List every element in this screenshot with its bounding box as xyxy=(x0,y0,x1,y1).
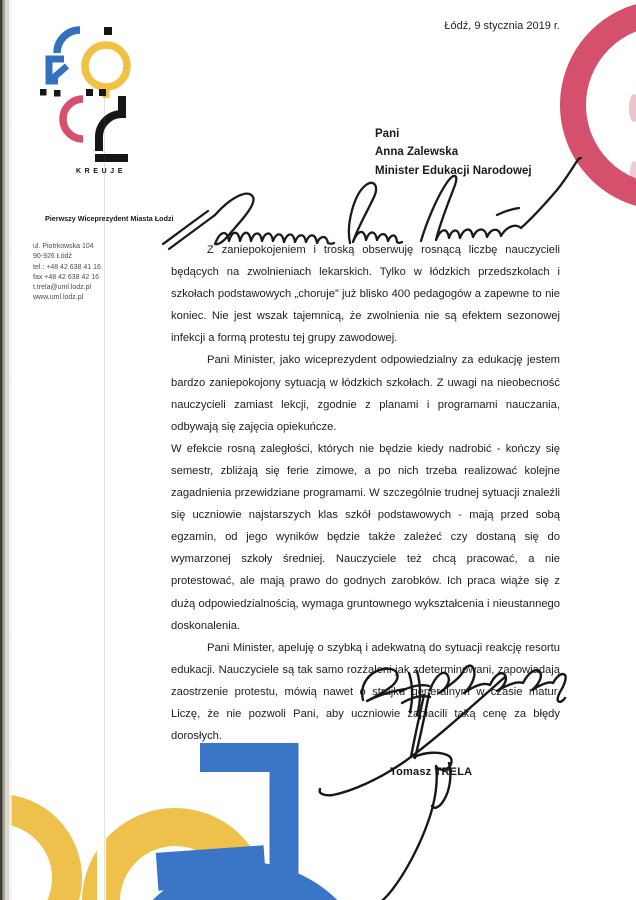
sender-street: ul. Piotrkowska 104 xyxy=(33,243,94,250)
bottom-blue-crossbar xyxy=(156,845,266,890)
logo-caption: KREUJE xyxy=(76,168,126,175)
letter-body xyxy=(171,239,560,747)
paragraph: Pani Minister, apeluję o szybką i adekwatną do sytuacji reakcję resortu edukacji. Nauczyciele są tak samo rozżaleni jak zdeterminowani, zapowiadają zaostrzenie protestu, mówią nawet o strajku generalnym w czasie matur. Liczę, że nie pozwoli Pani, aby uczniowie zapłacili taką cenę za błędy dorosłych. xyxy=(171,641,560,743)
scan-bleed-smudge xyxy=(629,94,636,122)
paragraph: Pani Minister, jako wiceprezydent odpowiedzialny za edukację jestem bardzo zaniepokojony sytuacją w łódzkich szkołach. Z uwagi na nieobecność nauczycieli zamiast lekcji, zgodnie z planami i programami nauczania, odbywają się zajęcia opiekuńcze. xyxy=(171,354,560,433)
bottom-blue-stem xyxy=(270,743,299,900)
sender-email: t.trela@uml.lodz.pl xyxy=(33,284,92,292)
logo-letter-z xyxy=(99,96,122,151)
recipient-block xyxy=(375,125,532,180)
signer-printed-name: Tomasz TRELA xyxy=(390,766,473,778)
logo-dot xyxy=(40,89,47,96)
scan-edge-shadow xyxy=(0,0,14,900)
logo-letter-l-arc xyxy=(57,30,80,53)
scan-bleed-smudge xyxy=(630,161,636,185)
bottom-blue-top-bar xyxy=(200,743,298,772)
logo-dot xyxy=(54,90,61,97)
recipient-name: Anna Zalewska xyxy=(375,146,459,159)
logo-letter-o-ring xyxy=(85,45,127,87)
paragraph: Z zaniepokojeniem i troską obserwuję rosnącą liczbę nauczycieli będących na zwolnieniach lekarskich. Tylko w łódzkich przedszkolach i szkołach podstawowych „choruje” już blisko 400 pedagogów a zapewne to nie koniec. Nie jest wszak tajemnicą, że zwolnienia nie są efektem sezonowej infekcji a formą protestu tej grupy zawodowej. xyxy=(171,244,560,345)
recipient-salutation: Pani xyxy=(375,128,400,140)
logo-letter-l-slash xyxy=(52,66,67,79)
logo-accent-dot xyxy=(104,27,112,35)
paragraph: W efekcie rosną zaległości, których nie będzie kiedy nadrobić - kończy się semestr, zbliżają się ferie zimowe, a po nich trzeba realizować kolejne zagadnienia przewidziane programami. W szczególnie trudnej sytuacji znaleźli się uczniowie najstarszych klas szkół podstawowych - mają przed sobą egzamin, od jego wyników będzie także zależeć czy dostaną się do wymarzonej szkoły średniej. Nauczyciele też chcą pracować, a nie protestować, ale mają prawo do godnych zarobków. Ich praca wiąże się z dużą odpowiedzialnością, wymaga gruntownego wykształcenia i nieustannego doskonalenia. xyxy=(171,442,560,632)
sender-website: www.uml.lodz.pl xyxy=(33,294,84,302)
sender-title: Pierwszy Wiceprezydent Miasta Łodzi xyxy=(45,214,174,223)
logo-dot xyxy=(86,89,93,96)
lodz-kreuje-logo xyxy=(40,27,128,158)
sender-city: 90-926 Łódź xyxy=(33,253,72,261)
red-ring-graphic xyxy=(573,13,636,197)
logo-letter-l-angle xyxy=(49,59,64,81)
logo-letter-d-arc xyxy=(63,99,83,139)
recipient-role: Minister Edukacji Narodowej xyxy=(375,164,532,177)
sender-fax: fax +48 42 638 42 16 xyxy=(33,273,99,281)
sender-contact-block xyxy=(33,242,101,304)
bottom-blue-ring xyxy=(134,882,356,900)
sender-phone: tel.: +48 42 638 41 16 xyxy=(33,263,101,271)
place-and-date: Łódź, 9 stycznia 2019 r. xyxy=(444,20,560,32)
bottom-yellow-big-ring xyxy=(101,827,249,900)
